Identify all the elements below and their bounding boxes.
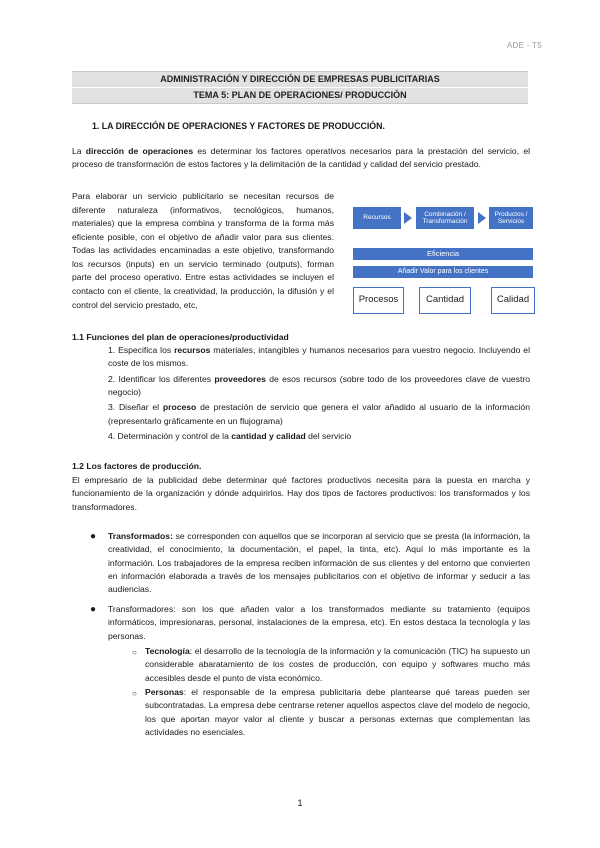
intro-bold: dirección de operaciones: [85, 146, 194, 156]
item-bold: cantidad y calidad: [231, 430, 306, 441]
document-title: [72, 71, 528, 104]
item-post: materiales, intangibles y humanos necesarios para vuestro negocio. Incluyendo el coste de los mismos.: [108, 345, 530, 369]
list-item: [108, 401, 530, 428]
personas-label: Personas: [145, 687, 184, 697]
section-1-intro: [72, 145, 530, 172]
diagram-valor-bar: Añadir Valor para los clientes: [353, 266, 533, 278]
intro-post: es determinar los factores operativos necesarios para la prestación del servicio, el proceso de transformación de estos factores y la delimitación de la cantidad y calidad del servicio prestado.: [72, 146, 531, 170]
diagram-transformacion-box: Combinación / Transformación: [416, 207, 474, 229]
section-1-heading: 1. LA DIRECCIÓN DE OPERACIONES Y FACTORES DE PRODUCCIÓN.: [92, 121, 385, 131]
title-line-2: TEMA 5: PLAN DE OPERACIONES/ PRODUCCIÓN: [72, 88, 528, 104]
arrow-icon: [478, 212, 486, 224]
tecnologia-text: : el desarrollo de la tecnología de la información y la comunicación (TIC) ha supuesto un considerable abaratamiento de los costes de producción, con equipo y softwares mucho más accesibles desde el punto de vista económico.: [145, 646, 530, 683]
diagram-procesos-box: Procesos: [353, 287, 404, 314]
transformados-label: Transformados:: [108, 531, 173, 541]
transformados-item: [108, 530, 530, 597]
circle-bullet-icon: ○: [132, 648, 137, 657]
page-number: 1: [297, 798, 303, 808]
diagram-cantidad-box: Cantidad: [419, 287, 471, 314]
list-item: [108, 373, 530, 400]
transformados-text: se corresponden con aquellos que se incorporan al servicio que se presta (la información, la creatividad, el conocimiento, la documentación, el papel, la tinta, etc). Aquí lo más importante es la información. Los trabajadores de la empresa reciben información de sus clientes y del entorno que convierten en información elaborada a través de los mensajes publicitarios con el objetivo de informar y seducir a las audiencias.: [108, 531, 530, 595]
diagram-recursos-box: Recursos: [353, 207, 401, 229]
section-1-body: Para elaborar un servicio publicitario se necesitan recursos de diferente naturaleza (informativos, tecnológicos, humanos, materiales) que la empresa combina y transforma de la forma más eficiente posible, con el objetivo de añadir valor para sus clientes. Todas las actividades encaminadas a este objetivo, transformando los recursos (inputs) en un servicio terminado (outputs), forman parte del proceso operativo. Entre estas actividades se incluyen el contacto con el cliente, la creatividad, la producción, la difusión y el control del servicio prestado, etc,: [72, 191, 334, 310]
item-pre: 4. Determinación y control de la: [108, 430, 232, 441]
course-code: ADE - T5: [506, 41, 542, 50]
tecnologia-item: [145, 645, 530, 685]
diagram-calidad-box: Calidad: [491, 287, 535, 314]
subsection-1-2-heading: 1.2 Los factores de producción.: [72, 461, 202, 471]
list-item: [108, 430, 530, 443]
item-pre: 1. Especifica los: [108, 345, 175, 355]
operations-diagram: [352, 202, 534, 317]
personas-text: : el responsable de la empresa publicitaria debe plantearse qué tareas pueden ser subcontratadas. La empresa debe centrarse retener aquellos aspectos clave del modelo de negocio, los que aportan mayor valor al cliente y buscar a personas externas que complementan las actividades no esenciales.: [145, 687, 530, 737]
circle-bullet-icon: ○: [132, 689, 137, 698]
functions-list: [108, 344, 530, 443]
item-bold: proveedores: [214, 373, 266, 384]
list-item: [108, 344, 530, 371]
title-line-1: ADMINISTRACIÓN Y DIRECCIÓN DE EMPRESAS PUBLICITARIAS: [72, 71, 528, 87]
tecnologia-label: Tecnología: [145, 646, 190, 656]
bullet-icon: ●: [90, 531, 97, 542]
item-bold: proceso: [162, 402, 197, 413]
diagram-productos-box: Productos / Servicios: [489, 207, 533, 229]
bullet-icon: ●: [90, 604, 97, 615]
diagram-eficiencia-bar: Eficiencia: [353, 248, 533, 260]
personas-item: [145, 686, 530, 739]
transformadores-item: Transformadores: son los que añaden valor a los transformados mediante su tratamiento (equipos informáticos, impresionaras, personal, instalaciones de la empresa, etc). En estos destaca la tecnología y las personas.: [108, 604, 530, 641]
subsection-1-2-intro: El empresario de la publicidad debe determinar qué factores productivos necesita para la puesta en marcha y funcionamiento de la organización y dónde adquirirlos. Hay dos tipos de factores productivos: los transformados y los transformadores.: [72, 475, 530, 512]
item-post: de prestación de servicio que genera el valor añadido al usuario de la información (representarlo gráficamente en un flujograma): [108, 402, 530, 426]
arrow-icon: [404, 212, 412, 224]
subsection-1-1-heading: 1.1 Funciones del plan de operaciones/productividad: [72, 332, 289, 342]
intro-pre: La: [72, 146, 86, 156]
item-post: de esos recursos (sobre todo de los proveedores clave de vuestro negocio): [108, 373, 531, 397]
item-pre: 2. Identificar los diferentes: [108, 373, 215, 384]
item-post: del servicio: [305, 430, 352, 441]
item-pre: 3. Diseñar el: [108, 402, 163, 413]
item-bold: recursos: [174, 345, 211, 355]
